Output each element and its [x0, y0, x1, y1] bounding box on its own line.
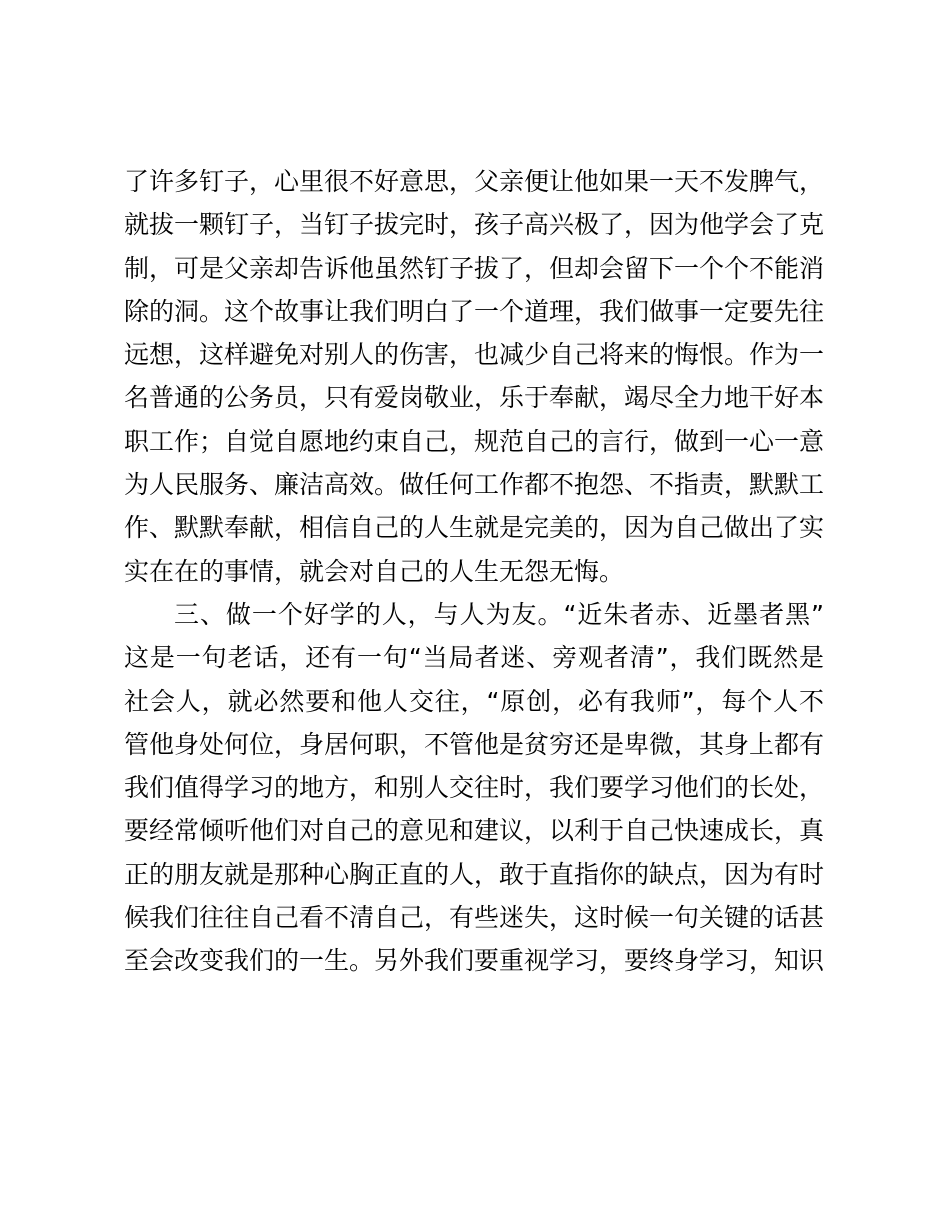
text-line: 至会改变我们的一生。另外我们要重视学习，要终身学习，知识: [124, 946, 825, 976]
text-line: 要经常倾听他们对自己的意见和建议，以利于自己快速成长，真: [124, 816, 825, 846]
text-line: 社会人，就必然要和他人交往，“原创，必有我师”，每个人不: [124, 686, 824, 716]
text-line: 这是一句老话，还有一句“当局者迷、旁观者清”，我们既然是: [124, 643, 824, 673]
text-line: 职工作；自觉自愿地约束自己，规范自己的言行，做到一心一意: [124, 426, 825, 456]
text-line: 制，可是父亲却告诉他虽然钉子拔了，但却会留下一个个不能消: [124, 253, 825, 283]
text-line: 管他身处何位，身居何职，不管他是贫穷还是卑微，其身上都有: [124, 729, 825, 759]
text-line: 了许多钉子，心里很不好意思，父亲便让他如果一天不发脾气，: [124, 167, 825, 196]
text-line: 为人民服务、廉洁高效。做任何工作都不抱怨、不指责，默默工: [124, 470, 825, 500]
text-line: 名普通的公务员，只有爱岗敬业，乐于奉献，竭尽全力地干好本: [124, 383, 825, 413]
text-line: 候我们往往自己看不清自己，有些迷失，这时候一句关键的话甚: [124, 903, 825, 933]
section-heading-line: 三、做一个好学的人，与人为友。“近朱者赤、近墨者黑”: [174, 599, 824, 629]
text-line: 除的洞。这个故事让我们明白了一个道理，我们做事一定要先往: [124, 296, 825, 326]
text-line: 实在在的事情，就会对自己的人生无怨无悔。: [124, 556, 625, 586]
text-line: 我们值得学习的地方，和别人交往时，我们要学习他们的长处，: [124, 773, 825, 803]
text-line: 远想，这样避免对别人的伤害，也减少自己将来的悔恨。作为一: [124, 340, 825, 370]
text-line: 就拔一颗钉子，当钉子拔完时，孩子高兴极了，因为他学会了克: [124, 210, 825, 240]
body-text: [124, 160, 824, 983]
text-line: 作、默默奉献，相信自己的人生就是完美的，因为自己做出了实: [124, 513, 825, 543]
text-line: 正的朋友就是那种心胸正直的人，敢于直指你的缺点，因为有时: [124, 859, 825, 889]
